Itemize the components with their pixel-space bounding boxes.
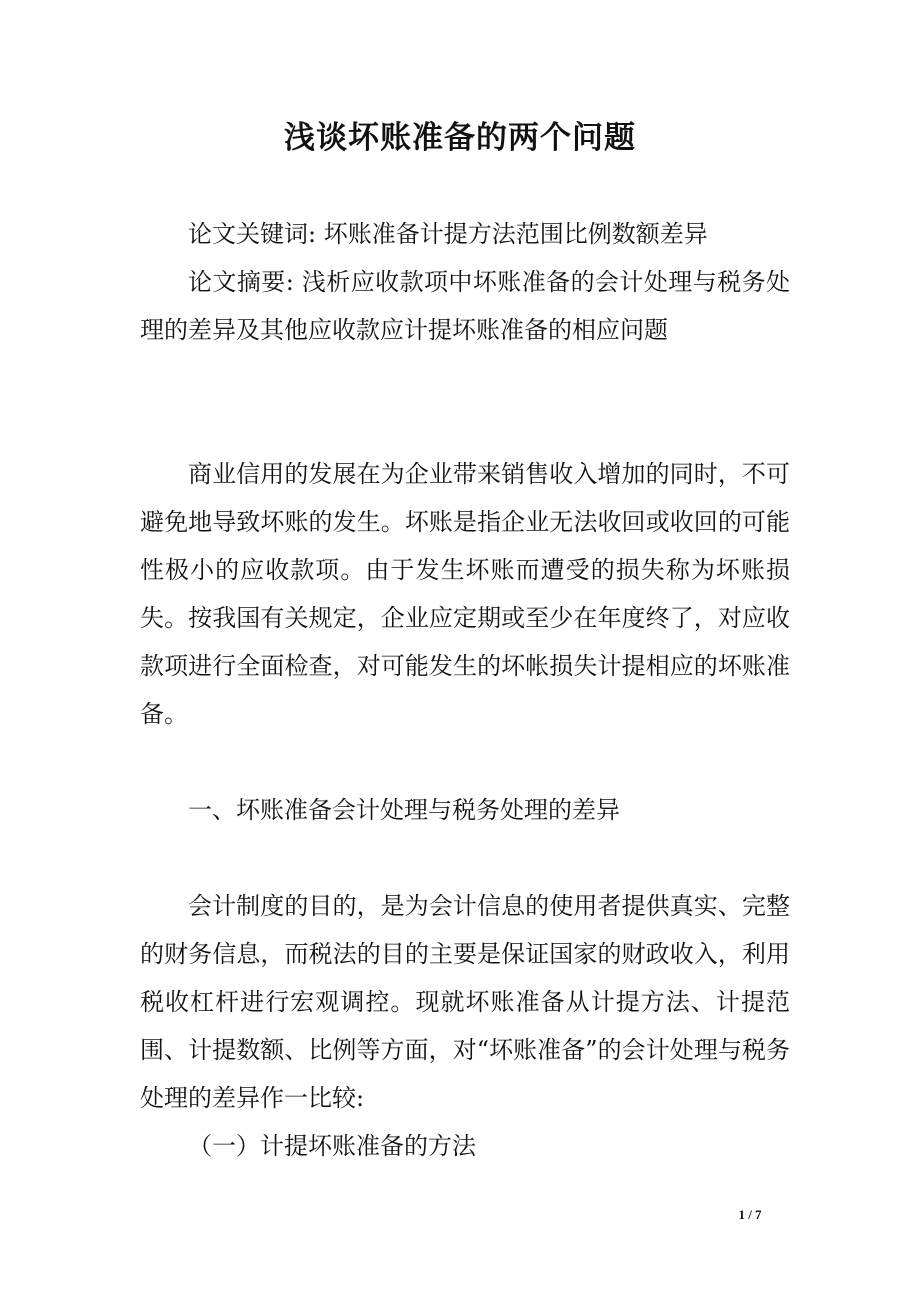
document-title: 浅谈坏账准备的两个问题 (284, 120, 636, 156)
comparison-paragraph: 会计制度的目的，是为会计信息的使用者提供真实、完整的财务信息，而税法的目的主要是保证国家的财政收入，利用税收杠杆进行宏观调控。现就坏账准备从计提方法、计提范围、计提数额、比例等方面，对“坏账准备”的会计处理与税务处理的差异作一比较: (140, 892, 790, 1112)
intro-paragraph: 商业信用的发展在为企业带来销售收入增加的同时，不可避免地导致坏账的发生。坏账是指企业无法收回或收回的可能性极小的应收款项。由于发生坏账而遭受的损失称为坏账损失。按我国有关规定，企业应定期或至少在年度终了，对应收款项进行全面检查，对可能发生的坏帐损失计提相应的坏账准备。 (140, 460, 790, 728)
keywords-line: 论文关键词: 坏账准备计提方法范围比例数额差异 (188, 220, 708, 248)
subsection-heading: （一）计提坏账准备的方法 (188, 1132, 476, 1160)
abstract-paragraph: 论文摘要: 浅析应收款项中坏账准备的会计处理与税务处理的差异及其他应收款应计提坏账准备的相应问题 (140, 268, 790, 344)
section-heading: 一、坏账准备会计处理与税务处理的差异 (188, 796, 620, 824)
page-number: 1 / 7 (738, 1207, 762, 1222)
